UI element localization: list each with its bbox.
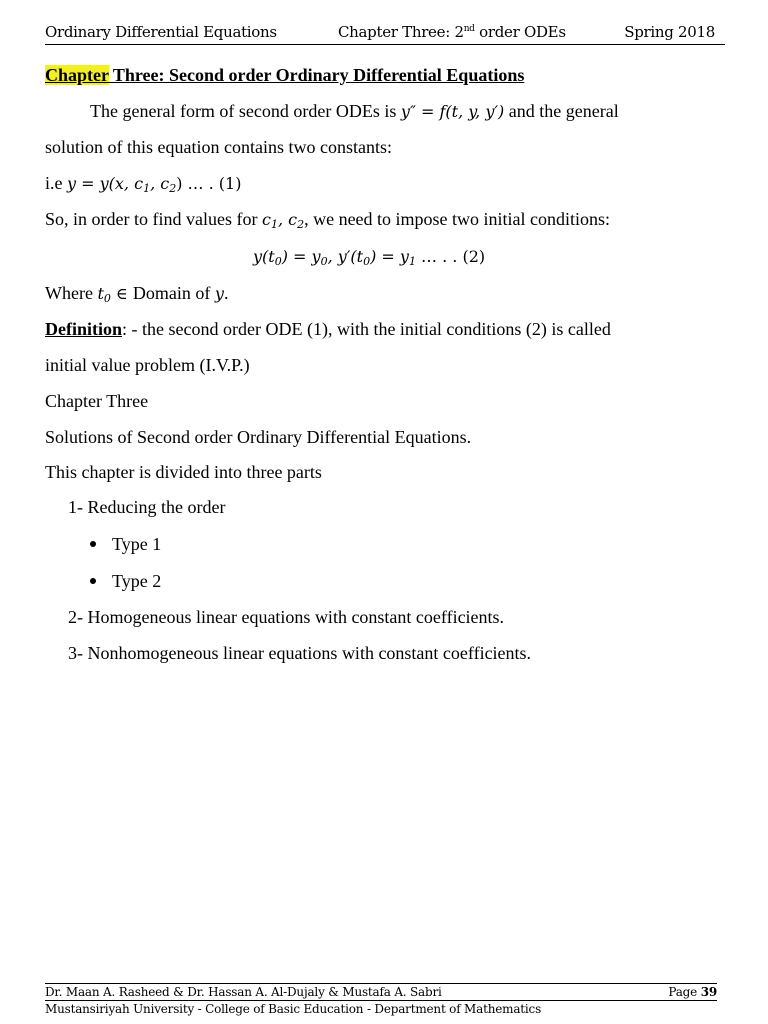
list-item-reducing-order: 1- Reducing the order bbox=[68, 497, 226, 517]
paragraph-definition bbox=[45, 319, 611, 340]
header-chapter bbox=[338, 23, 566, 41]
m: , c bbox=[277, 210, 298, 229]
header-semester: Spring 2018 bbox=[624, 23, 715, 41]
math-constants bbox=[262, 210, 304, 229]
text: Type 2 bbox=[112, 571, 162, 591]
m: y = y(x, c bbox=[67, 174, 144, 193]
math-t0 bbox=[97, 284, 132, 303]
footer-page bbox=[668, 985, 717, 999]
m: ) … . (1) bbox=[176, 174, 242, 193]
m: 0 bbox=[320, 255, 328, 268]
m: ∈ bbox=[110, 284, 133, 303]
text: and the general bbox=[504, 101, 619, 121]
paragraph-ie bbox=[45, 173, 241, 195]
paragraph-definition-cont: initial value problem (I.V.P.) bbox=[45, 355, 250, 375]
footer-institution-row bbox=[45, 1001, 717, 1017]
list-item-homogeneous: 2- Homogeneous linear equations with constant coefficients. bbox=[68, 607, 505, 627]
paragraph-divided: This chapter is divided into three parts bbox=[45, 462, 322, 482]
m: 2 bbox=[169, 182, 177, 195]
paragraph-solution: solution of this equation contains two constants: bbox=[45, 137, 392, 157]
chapter-title bbox=[45, 65, 524, 86]
m: 0 bbox=[363, 255, 371, 268]
text: . bbox=[223, 283, 229, 303]
header-chapter-text: Chapter Three: 2 bbox=[338, 23, 464, 41]
m: 1 bbox=[408, 255, 416, 268]
bullet-type-1 bbox=[90, 534, 161, 555]
text: : - the second order ODE (1), with the initial conditions (2) is called bbox=[122, 319, 611, 339]
page-number: 39 bbox=[700, 985, 717, 999]
m: … . . (2) bbox=[415, 247, 486, 266]
text: The general form of second order ODEs is bbox=[90, 101, 401, 121]
math-general-solution bbox=[67, 174, 241, 193]
header-course-title: Ordinary Differential Equations bbox=[45, 23, 277, 41]
footer-authors: Dr. Maan A. Rasheed & Dr. Hassan A. Al-Dujaly & Mustafa A. Sabri bbox=[45, 985, 442, 999]
math-y: y bbox=[214, 284, 224, 303]
m: 1 bbox=[270, 218, 278, 231]
header-chapter-text-end: order ODEs bbox=[474, 23, 566, 41]
page-header bbox=[45, 22, 725, 45]
bullet-icon bbox=[90, 541, 96, 547]
text: Domain of bbox=[132, 283, 215, 303]
text: Where bbox=[45, 283, 98, 303]
text: , we need to impose two initial conditions: bbox=[304, 209, 611, 229]
m: y(t bbox=[253, 247, 275, 266]
math-general-form: y″ = f(t, y, y′) bbox=[400, 102, 505, 121]
footer-authors-row bbox=[45, 983, 717, 1001]
m: t bbox=[97, 284, 104, 303]
page-footer bbox=[45, 983, 717, 1017]
m: 1 bbox=[143, 182, 151, 195]
m: 0 bbox=[103, 292, 111, 305]
equation-initial-conditions bbox=[253, 247, 485, 268]
m: ) = y bbox=[281, 247, 321, 266]
page-label: Page bbox=[668, 985, 701, 999]
m: 2 bbox=[297, 218, 305, 231]
m: 0 bbox=[274, 255, 282, 268]
header-chapter-sup: nd bbox=[463, 24, 475, 34]
m: , c bbox=[150, 174, 170, 193]
bullet-type-2 bbox=[90, 571, 161, 592]
paragraph-constants bbox=[45, 209, 610, 231]
chapter-three-heading: Chapter Three bbox=[45, 391, 149, 411]
m: ) = y bbox=[370, 247, 409, 266]
text: So, in order to find values for bbox=[45, 209, 262, 229]
m: c bbox=[261, 210, 271, 229]
definition-label: Definition bbox=[45, 319, 123, 339]
paragraph-general-form bbox=[90, 101, 619, 122]
paragraph-where bbox=[45, 283, 228, 305]
title-highlight: Chapter bbox=[45, 65, 109, 85]
m: , y′(t bbox=[327, 247, 364, 266]
solutions-heading: Solutions of Second order Ordinary Differential Equations. bbox=[45, 427, 472, 447]
list-item-nonhomogeneous: 3- Nonhomogeneous linear equations with constant coefficients. bbox=[68, 643, 532, 663]
text: Type 1 bbox=[112, 534, 162, 554]
title-rest: Three: Second order Ordinary Differential Equations bbox=[108, 65, 525, 85]
bullet-icon bbox=[90, 578, 96, 584]
text: i.e bbox=[45, 173, 67, 193]
footer-institution: Mustansiriyah University - College of Basic Education - Department of Mathematics bbox=[45, 1002, 542, 1016]
